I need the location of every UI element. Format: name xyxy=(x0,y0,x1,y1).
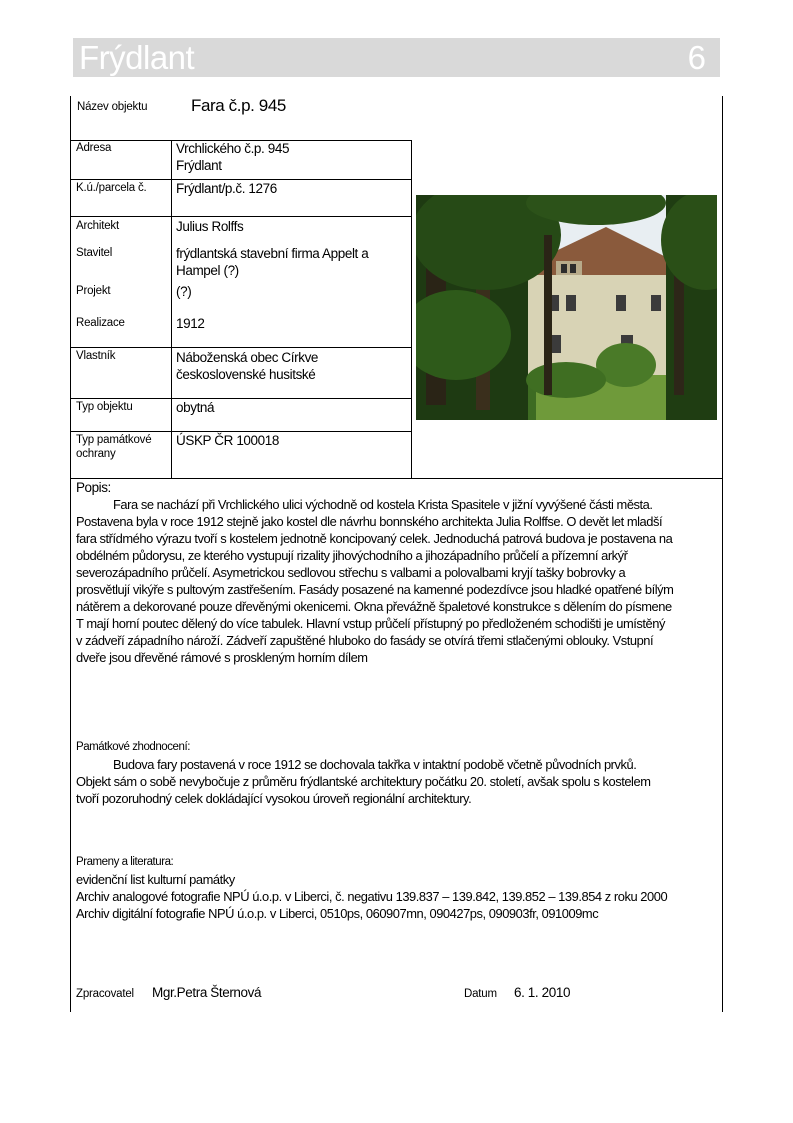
protection-value: ÚSKP ČR 100018 xyxy=(176,433,279,448)
description-line: T mají horní poutec dělený do více tabulek. Hlavní vstup průčelí přístupný po předloženém schodišti je umístěný xyxy=(76,616,665,631)
row-divider xyxy=(70,216,412,217)
description-line: dveře jsou dřevěné rámové s proskleným horním dílem xyxy=(76,650,368,665)
description-line: prosvětlují vikýře s pultovým zastřešením. Fasády posazené na kamenné podezdívce jsou hladké opatřené bílým xyxy=(76,582,674,597)
project-label: Projekt xyxy=(76,285,111,297)
building-photo xyxy=(416,195,717,420)
protection-label-line1: Typ památkové xyxy=(76,434,152,446)
row-divider xyxy=(70,398,412,399)
owner-value-line1: Náboženská obec Církve xyxy=(176,350,319,365)
parcel-label: K.ú./parcela č. xyxy=(76,182,147,194)
realization-label: Realizace xyxy=(76,317,125,329)
label-column-divider xyxy=(171,140,172,478)
description-section xyxy=(76,479,721,666)
page-header xyxy=(73,38,720,77)
object-type-value: obytná xyxy=(176,400,215,415)
protection-label-line2: ochrany xyxy=(76,448,116,460)
description-line: Fara se nachází při Vrchlického ulici východně od kostela Krista Spasitele v jižní vyvýšené části města. xyxy=(113,497,653,512)
date-label: Datum xyxy=(464,988,497,1000)
description-line: v zádveří západního nároží. Zádveří zapuštěné hluboko do fasády se otvírá třemi stlačenými oblouky. Vstupní xyxy=(76,633,654,648)
builder-value-line2: Hampel (?) xyxy=(176,263,239,278)
value-column-divider xyxy=(411,140,412,478)
sources-line: Archiv digitální fotografie NPÚ ú.o.p. v Liberci, 0510ps, 060907mn, 090427ps, 090903fr, 091009mc xyxy=(76,906,599,921)
sources-line: evidenční list kulturní památky xyxy=(76,872,235,887)
owner-value-line2: československé husitské xyxy=(176,367,316,382)
address-label: Adresa xyxy=(76,142,112,154)
sources-heading: Prameny a literatura: xyxy=(76,856,174,868)
assessment-line: Objekt sám o sobě nevybočuje z průměru frýdlantské architektury počátku 20. století, avšak spolu s kostelem xyxy=(76,774,651,789)
architect-value: Julius Rolffs xyxy=(176,219,244,234)
page-number: 6 xyxy=(687,39,706,76)
object-name-label: Název objektu xyxy=(77,101,148,113)
sources-section xyxy=(76,854,721,922)
assessment-heading: Památkové zhodnocení: xyxy=(76,741,190,753)
description-line: obdélném půdorysu, ze kterého vystupují rizality jihovýchodního a jihozápadního průčelí a přízemní arkýř xyxy=(76,548,628,563)
builder-value-line1: frýdlantská stavební firma Appelt a xyxy=(176,246,369,261)
realization-value: 1912 xyxy=(176,316,205,331)
sources-line: Archiv analogové fotografie NPÚ ú.o.p. v Liberci, č. negativu 139.837 – 139.842, 139.852 – 139.854 z roku 2000 xyxy=(76,889,668,904)
project-value: (?) xyxy=(176,284,192,299)
description-heading: Popis: xyxy=(76,480,111,495)
assessment-section xyxy=(76,739,721,807)
description-line: fara střídmého výrazu tvoří s kostelem jednotně koncipovaný celek. Jednoduchá patrová budova je postavena na xyxy=(76,531,673,546)
assessment-line: Budova fary postavená v roce 1912 se dochovala takřka v intaktní podobě včetně původních prvků. xyxy=(113,757,637,772)
table-border-right xyxy=(722,96,723,1012)
town-title: Frýdlant xyxy=(79,39,195,76)
description-line: nátěrem a dekorované pouze dřevěnými okenicemi. Okna převážně špaletové konstrukce s dělením do písmene xyxy=(76,599,672,614)
row-divider xyxy=(70,347,412,348)
owner-label: Vlastník xyxy=(76,350,116,362)
date-value: 6. 1. 2010 xyxy=(514,985,571,1000)
parcel-value: Frýdlant/p.č. 1276 xyxy=(176,181,277,196)
description-line: Postavena byla v roce 1912 stejně jako kostel dle návrhu bonnského architekta Julia Rolffse. O devět let mladší xyxy=(76,514,663,529)
builder-label: Stavitel xyxy=(76,247,113,259)
author-label: Zpracovatel xyxy=(76,988,134,1000)
assessment-line: tvoří pozoruhodný celek dokládající vysokou úroveň regionální architektury. xyxy=(76,791,472,806)
address-value-line2: Frýdlant xyxy=(176,158,222,173)
table-border-left xyxy=(70,96,71,1012)
object-name-value: Fara č.p. 945 xyxy=(191,96,286,115)
address-value-line1: Vrchlického č.p. 945 xyxy=(176,141,290,156)
architect-label: Architekt xyxy=(76,220,119,232)
object-type-label: Typ objektu xyxy=(76,401,133,413)
description-line: severozápadního průčelí. Asymetrickou sedlovou střechu s valbami a polovalbami kryjí tašky bobrovky a xyxy=(76,565,626,580)
author-value: Mgr.Petra Šternová xyxy=(152,985,262,1000)
